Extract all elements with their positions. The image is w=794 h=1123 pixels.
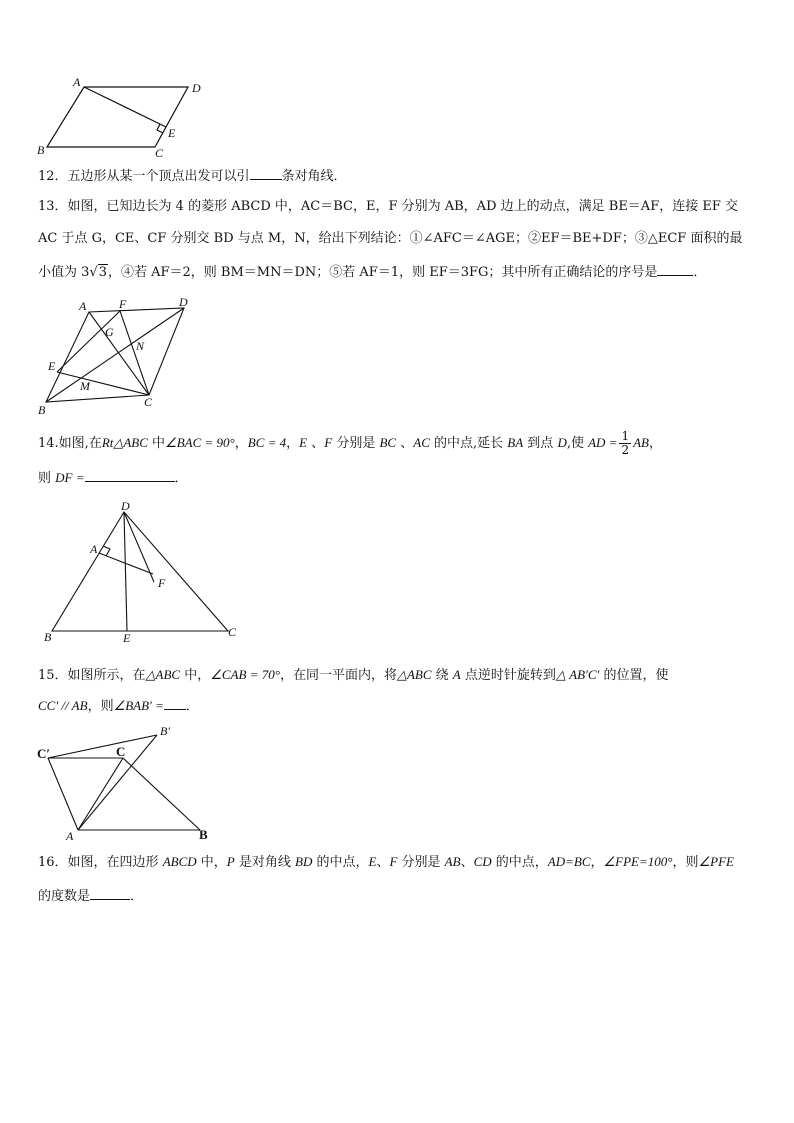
q15-math: △ABC — [396, 667, 432, 682]
q14-text: 到点 — [523, 436, 558, 451]
q14-text: ， — [286, 436, 300, 451]
sqrt-expression: √3 — [89, 265, 107, 280]
q15-math: △ABC — [145, 667, 181, 682]
fraction-numerator: 1 — [621, 429, 630, 443]
question-15-line-1 — [38, 666, 669, 685]
label-a: A — [79, 299, 87, 313]
q13-text-3a: 小值为 3 — [38, 265, 90, 280]
q16-math: P — [226, 854, 235, 869]
label-b-prime: B′ — [160, 724, 170, 738]
q16-math: AB — [444, 854, 461, 869]
q14-text: ． — [174, 471, 188, 486]
label-f: F — [158, 576, 166, 590]
label-b: B — [44, 630, 52, 644]
label-d: D — [121, 499, 130, 513]
q14-math: AC — [413, 435, 430, 450]
fraction-denominator: 2 — [621, 443, 630, 457]
q14-text: 14.如图,在 — [38, 436, 102, 451]
label-a: A — [66, 829, 74, 843]
label-e: E — [168, 126, 176, 140]
label-b: B — [38, 403, 46, 417]
q14-math: AB — [633, 435, 649, 450]
q16-math: ∠PFE — [698, 854, 734, 869]
q16-math: AD=BC — [547, 854, 591, 869]
label-c: C — [116, 744, 126, 759]
q16-math: BD — [295, 854, 313, 869]
q16-text: 的中点， — [312, 855, 369, 870]
q14-text: ， — [648, 436, 662, 451]
label-c: C — [155, 146, 164, 160]
q16-text: 、 — [460, 855, 474, 870]
q16-text: ， — [590, 855, 604, 870]
figure-rotation-q15 — [30, 722, 230, 847]
q14-math: F — [324, 435, 333, 450]
q14-text: 中 — [147, 436, 166, 451]
q16-math: ∠FPE=100° — [603, 854, 673, 869]
figure-rhombus-q13 — [30, 292, 230, 422]
q14-text: 则 — [38, 471, 56, 486]
q16-math: ABCD — [162, 854, 197, 869]
q16-text: 的度数是 — [38, 889, 91, 904]
label-c-prime: C′ — [37, 746, 51, 761]
q16-text: ． — [130, 889, 144, 904]
q16-math: CD — [473, 854, 492, 869]
q15-math: ∠BAB′ = — [113, 698, 164, 713]
q15-math: ∠CAB = 70° — [210, 667, 280, 682]
label-f: F — [119, 297, 127, 311]
label-b: B — [37, 143, 45, 157]
q16-text: 16．如图，在四边形 — [38, 855, 163, 870]
q16-math: E — [368, 854, 377, 869]
q14-text: 的中点,延长 — [429, 436, 508, 451]
q13-text-3b: ，④若 AF＝2，则 BM＝MN＝DN；⑤若 AF＝1，则 EF＝3FG；其中所有正确结论的序号是 — [107, 265, 658, 280]
q15-text: 点逆时针旋转到 — [460, 668, 556, 683]
label-n: N — [136, 339, 145, 353]
label-c: C — [144, 395, 153, 409]
q16-text: 中， — [196, 855, 227, 870]
q14-math: DF = — [55, 470, 85, 485]
label-d: D — [192, 81, 201, 95]
q15-math: △ AB′C′ — [555, 667, 600, 682]
question-16-line-1 — [38, 853, 734, 872]
answer-blank[interactable] — [85, 468, 175, 482]
q13-text-2: AC 于点 G，CE、CF 分别交 BD 与点 M，N，给出下列结论：①∠AFC＝∠AGE；②EF＝BE+DF；③△ECF 面积的最 — [38, 231, 743, 246]
question-14-line-2 — [38, 468, 188, 488]
sqrt-radicand: 3 — [98, 265, 107, 280]
question-16-line-2 — [38, 886, 143, 906]
q14-math: ∠BAC = 90° — [165, 435, 235, 450]
q14-text: 、 — [307, 436, 325, 451]
q14-text: 、 — [396, 436, 414, 451]
q15-text: 中， — [180, 668, 211, 683]
q14-text: ,使 — [566, 436, 589, 451]
q14-math: D — [557, 435, 567, 450]
q15-text: 绕 — [431, 668, 453, 683]
label-e: E — [48, 359, 56, 373]
answer-blank[interactable] — [250, 166, 282, 180]
q14-math: Rt△ABC — [101, 435, 148, 450]
q16-text: ，则 — [672, 855, 699, 870]
q12-text-after: 条对角线． — [281, 169, 347, 184]
label-d: D — [179, 295, 188, 309]
q16-text: 、 — [376, 855, 390, 870]
q15-text: 15．如图所示，在 — [38, 668, 146, 683]
q13-text-3end: ． — [693, 265, 707, 280]
q15-text: 的位置，使 — [599, 668, 669, 683]
label-e: E — [123, 631, 131, 645]
q14-text: 分别是 — [332, 436, 380, 451]
q16-text: 的中点， — [491, 855, 548, 870]
label-a: A — [73, 75, 81, 89]
label-a: A — [90, 542, 98, 556]
q15-math: CC′ // AB — [38, 698, 88, 713]
figure-triangle-q14 — [38, 498, 248, 648]
q13-text-1: 13．如图，已知边长为 4 的菱形 ABCD 中，AC＝BC，E，F 分别为 AB，AD 边上的动点，满足 BE＝AF，连接 EF 交 — [38, 199, 738, 214]
label-c: C — [228, 625, 237, 639]
q15-text: ． — [185, 699, 199, 714]
question-12 — [38, 166, 347, 186]
q12-text-before: 12．五边形从某一个顶点出发可以引 — [38, 169, 250, 184]
label-m: M — [80, 379, 90, 393]
answer-blank[interactable] — [657, 262, 693, 276]
q14-math: BC — [379, 435, 397, 450]
q16-text: 分别是 — [397, 855, 445, 870]
fraction-one-half — [619, 430, 631, 457]
label-g: G — [105, 325, 114, 339]
question-15-line-2 — [38, 696, 199, 716]
question-13-line-2 — [38, 230, 742, 248]
q14-math: AD = — [588, 435, 618, 450]
q14-text: ， — [234, 436, 248, 451]
figure-parallelogram-q11 — [30, 72, 220, 162]
q16-math: F — [389, 854, 398, 869]
q15-text: ，在同一平面内，将 — [279, 668, 397, 683]
question-14-line-1 — [38, 430, 662, 457]
label-b: B — [199, 827, 208, 842]
q15-text: ，则 — [87, 699, 114, 714]
answer-blank[interactable] — [90, 886, 130, 900]
q14-math: E — [299, 435, 308, 450]
q14-math: BC = 4 — [247, 435, 287, 450]
answer-blank[interactable] — [164, 696, 186, 710]
q16-text: 是对角线 — [234, 855, 295, 870]
q15-math: A — [452, 667, 461, 682]
question-13-line-3 — [38, 262, 706, 282]
question-13-line-1 — [38, 198, 738, 216]
q14-math: BA — [507, 435, 524, 450]
